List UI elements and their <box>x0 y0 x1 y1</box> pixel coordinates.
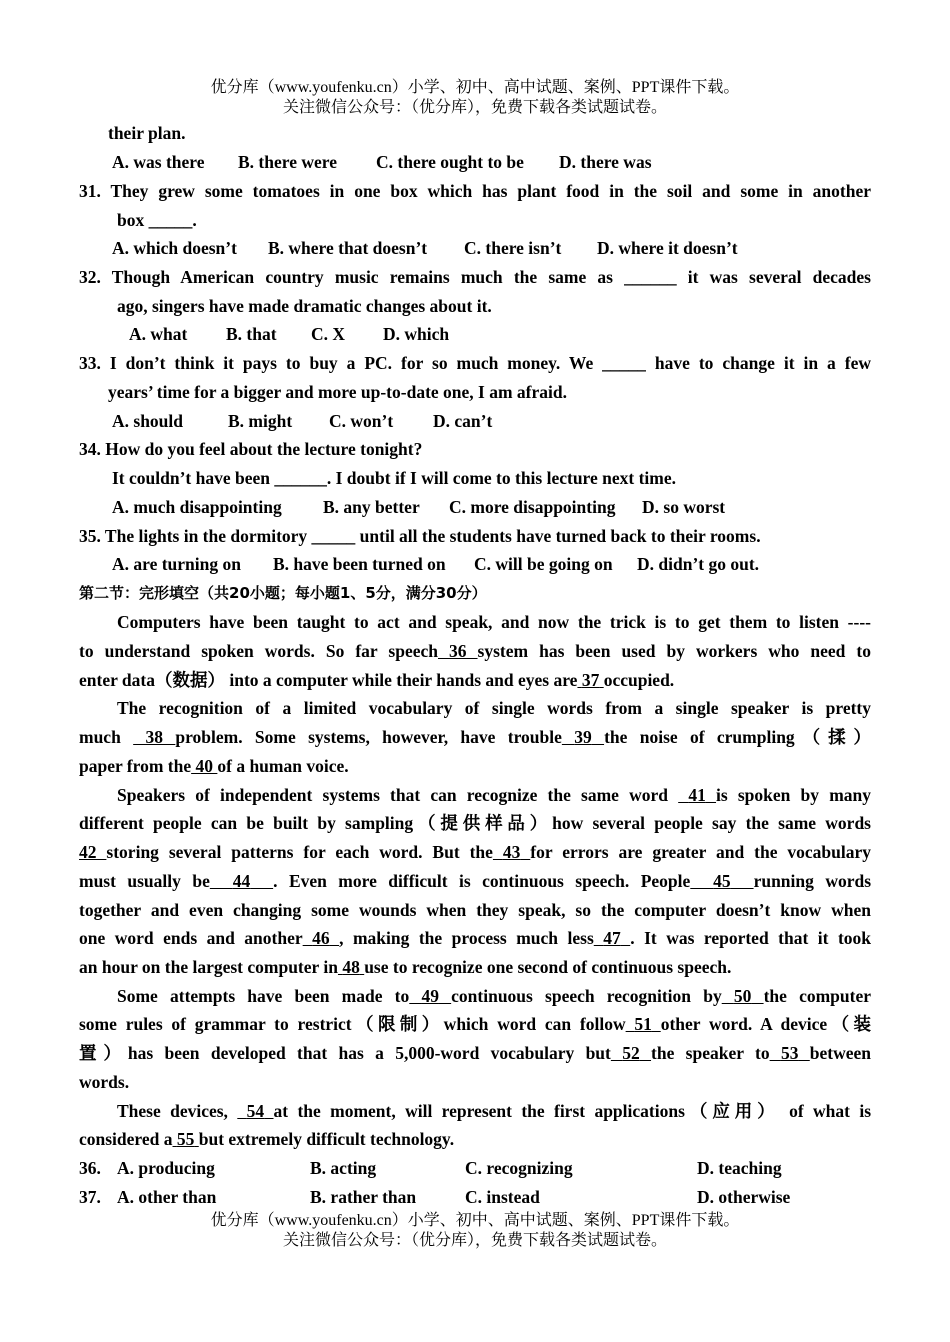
blank-40: 40 <box>195 756 213 776</box>
passage-line: Some attempts have been made to 49 continuous speech recognition by 50 the computer <box>117 986 872 1006</box>
q34-option-d: D. so worst <box>642 497 726 517</box>
q31-option-b: B. where that doesn’t <box>268 238 428 258</box>
passage-line: enter data（数据） into a computer while their hands and eyes are 37 occupied. <box>79 670 675 690</box>
passage-line: different people can be built by sampling（提供样品）how several people say the same words <box>79 813 871 833</box>
q34-option-c: C. more disappointing <box>449 497 616 517</box>
passage-line: The recognition of a limited vocabulary of single words from a single speaker is pretty <box>117 698 871 718</box>
passage-line: considered a 55 but extremely difficult technology. <box>79 1129 455 1149</box>
passage-line: 置）has been developed that has a 5,000-word vocabulary but 52 the speaker to 53 between <box>79 1043 871 1063</box>
cloze-36-option-d: D. teaching <box>697 1158 782 1178</box>
blank-51: 51 <box>634 1014 652 1034</box>
page-header-line-2: 关注微信公众号：（优分库），免费下载各类试题试卷。 <box>282 99 667 116</box>
q31-option-c: C. there isn’t <box>464 238 562 258</box>
blank-42: 42 <box>79 842 97 862</box>
q30-option-b: B. there were <box>238 152 337 172</box>
q33-option-d: D. can’t <box>433 411 493 431</box>
cloze-36-option-a: A. producing <box>117 1158 215 1178</box>
q33-stem-line-2: years’ time for a bigger and more up-to-date one, I am afraid. <box>108 382 567 402</box>
page-footer-line-1: 优分库（www.youfenku.cn）小学、初中、高中试题、案例、PPT课件下载。 <box>210 1212 740 1229</box>
q31-stem-line-2: box _____. <box>117 210 197 230</box>
blank-37: 37 <box>581 670 600 690</box>
q34-option-b: B. any better <box>323 497 420 517</box>
q33-option-c: C. won’t <box>329 411 394 431</box>
passage-line: much 38 problem. Some systems, however, have trouble 39 the noise of crumpling（揉） <box>79 727 872 747</box>
passage-line: some rules of grammar to restrict（限制）which word can follow 51 other word. A device（装 <box>79 1014 872 1034</box>
blank-44: 44 <box>232 871 251 891</box>
blank-48: 48 <box>342 957 360 977</box>
passage-line: together and even changing some wounds when they speak, so the computer doesn’t know when <box>79 900 871 920</box>
q33-stem-line-1: 33. I don’t think it pays to buy a PC. for so much money. We _____ have to change it in a few <box>79 353 871 373</box>
page-header-line-1: 优分库（www.youfenku.cn）小学、初中、高中试题、案例、PPT课件下载。 <box>210 79 740 96</box>
q35-option-c: C. will be going on <box>474 554 613 574</box>
cloze-37-option-d: D. otherwise <box>697 1187 791 1207</box>
blank-49: 49 <box>421 986 439 1006</box>
q35-option-d: D. didn’t go out. <box>637 554 760 574</box>
q31-option-a: A. which doesn’t <box>112 238 237 258</box>
q31-stem-line-1: 31. They grew some tomatoes in one box which has plant food in the soil and some in another <box>79 181 871 201</box>
passage-line: must usually be 44 . Even more difficult is continuous speech. People 45 running words <box>79 871 872 891</box>
q30-option-a: A. was there <box>112 152 205 172</box>
cloze-36-option-c: C. recognizing <box>465 1158 573 1178</box>
cloze-37-option-b: B. rather than <box>310 1187 417 1207</box>
blank-43: 43 <box>502 842 521 862</box>
blank-47: 47 <box>603 928 621 948</box>
blank-53: 53 <box>780 1043 799 1063</box>
blank-54: 54 <box>246 1101 265 1121</box>
q32-option-d: D. which <box>383 324 450 344</box>
blank-39: 39 <box>574 727 592 747</box>
q32-option-c: C. X <box>311 324 346 344</box>
q34-option-a: A. much disappointing <box>112 497 282 517</box>
q34-stem-line-2: It couldn’t have been ______. I doubt if I will come to this lecture next time. <box>112 468 677 488</box>
cloze-number-37: 37. <box>79 1187 101 1207</box>
q33-option-a: A. should <box>112 411 184 431</box>
q31-option-d: D. where it doesn’t <box>597 238 738 258</box>
passage-line: Speakers of independent systems that can recognize the same word 41 is spoken by many <box>117 785 872 805</box>
q32-stem-line-2: ago, singers have made dramatic changes about it. <box>117 296 492 316</box>
q35-option-b: B. have been turned on <box>273 554 446 574</box>
q34-stem-line-1: 34. How do you feel about the lecture tonight? <box>79 439 423 459</box>
cloze-37-option-a: A. other than <box>117 1187 217 1207</box>
passage-line: 42 storing several patterns for each word. But the 43 for errors are greater and the vocabulary <box>79 842 872 862</box>
blank-38: 38 <box>145 727 163 747</box>
cloze-number-36: 36. <box>79 1158 101 1178</box>
passage-line: words. <box>79 1072 130 1092</box>
passage-line: Computers have been taught to act and speak, and now the trick is to get them to listen ---- <box>117 612 871 632</box>
blank-41: 41 <box>688 785 706 805</box>
cloze-36-option-b: B. acting <box>310 1158 377 1178</box>
passage-line: paper from the 40 of a human voice. <box>79 756 349 776</box>
q32-stem-line-1: 32. Though American country music remains much the same as ______ it was several decades <box>79 267 871 287</box>
passage-line: These devices, 54 at the moment, will represent the first applications（应用） of what is <box>117 1101 872 1121</box>
q35-option-a: A. are turning on <box>112 554 241 574</box>
q30-option-c: C. there ought to be <box>376 152 524 172</box>
q32-option-b: B. that <box>226 324 277 344</box>
passage-line: to understand spoken words. So far speech 36 system has been used by workers who need to <box>79 641 872 661</box>
cloze-37-option-c: C. instead <box>465 1187 540 1207</box>
blank-52: 52 <box>622 1043 640 1063</box>
q32-option-a: A. what <box>129 324 188 344</box>
blank-45: 45 <box>713 871 731 891</box>
blank-50: 50 <box>733 986 752 1006</box>
passage-line: one word ends and another 46 , making the process much less 47 . It was reported that it took <box>79 928 872 948</box>
page-footer-line-2: 关注微信公众号：（优分库），免费下载各类试题试卷。 <box>282 1232 667 1249</box>
q33-option-b: B. might <box>228 411 293 431</box>
blank-36: 36 <box>449 641 467 661</box>
q30-option-d: D. there was <box>559 152 652 172</box>
blank-55: 55 <box>176 1129 195 1149</box>
blank-46: 46 <box>312 928 330 948</box>
passage-line: an hour on the largest computer in 48 use to recognize one second of continuous speech. <box>79 957 732 977</box>
q30-continuation: their plan. <box>108 123 186 143</box>
q35-stem-line-1: 35. The lights in the dormitory _____ until all the students have turned back to their rooms. <box>79 526 761 546</box>
section-heading: 第二节：完形填空（共20小题；每小题1、5分，满分30分） <box>79 584 487 602</box>
